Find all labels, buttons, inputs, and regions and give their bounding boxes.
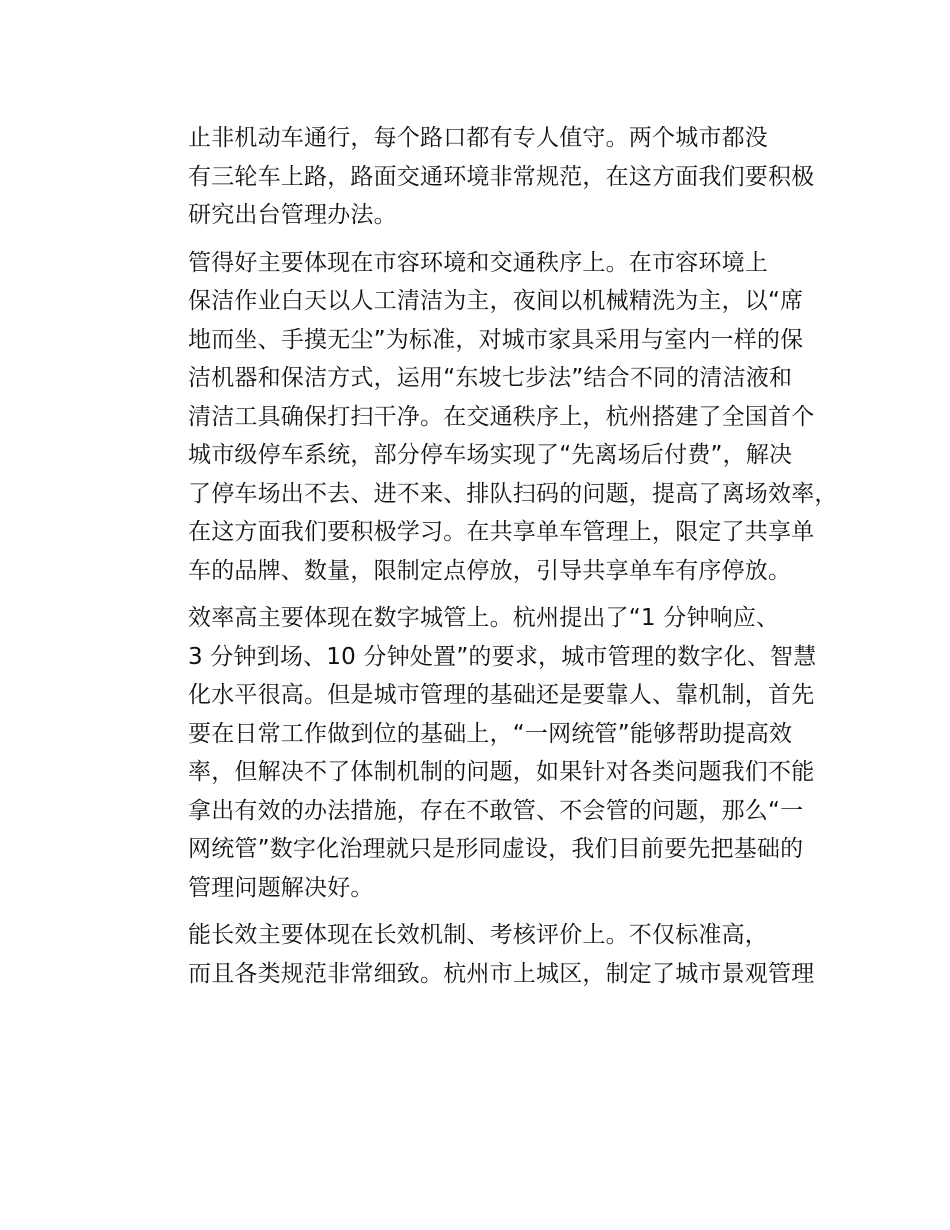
text-line: 城市级停车系统，部分停车场实现了“先离场后付费”，解决	[188, 442, 793, 468]
text-line: 地而坐、手摸无尘”为标准，对城市家具采用与室内一样的保	[188, 326, 804, 353]
text-line: 效率高主要体现在数字城管上。杭州提出了“1 分钟响应、	[188, 605, 780, 631]
paragraph-4	[141, 916, 821, 993]
text-line: 能长效主要体现在长效机制、考核评价上。不仅标准高，	[188, 922, 768, 948]
text-line: 管理问题解决好。	[188, 874, 374, 901]
text-line: 在这方面我们要积极学习。在共享单车管理上，限定了共享单	[188, 519, 815, 545]
text-line: 网统管”数字化治理就只是形同虚设，我们目前要先把基础的	[188, 836, 804, 862]
text-line: 洁机器和保洁方式，运用“东坡七步法”结合不同的清洁液和	[188, 365, 793, 391]
text-line: 有三轮车上路，路面交通环境非常规范，在这方面我们要积极	[188, 163, 815, 190]
text-line: 了停车场出不去、进不来、排队扫码的问题，提高了离场效率，	[188, 480, 838, 507]
text-line: 拿出有效的办法措施，存在不敢管、不会管的问题，那么“一	[188, 797, 804, 824]
text-line: 研究出台管理办法。	[188, 202, 397, 228]
paragraph-2	[141, 244, 838, 591]
paragraph-1	[141, 119, 821, 235]
text-line: 管得好主要体现在市容环境和交通秩序上。在市容环境上	[188, 249, 768, 276]
paragraph-3	[141, 599, 821, 907]
text-line: 要在日常工作做到位的基础上，“一网统管”能够帮助提高效	[188, 720, 793, 747]
text-line: 而且各类规范非常细致。杭州市上城区，制定了城市景观管理	[188, 960, 815, 987]
text-line: 化水平很高。但是城市管理的基础还是要靠人、靠机制，首先	[188, 682, 815, 708]
text-line: 3 分钟到场、10 分钟处置”的要求，城市管理的数字化、智慧	[188, 643, 817, 670]
text-line: 清洁工具确保打扫干净。在交通秩序上，杭州搭建了全国首个	[188, 403, 815, 430]
text-line: 率，但解决不了体制机制的问题，如果针对各类问题我们不能	[188, 759, 815, 785]
text-line: 保洁作业白天以人工清洁为主，夜间以机械精洗为主，以“席	[188, 288, 804, 314]
text-line: 车的品牌、数量，限制定点停放，引导共享单车有序停放。	[188, 557, 792, 584]
text-line: 止非机动车通行，每个路口都有专人值守。两个城市都没	[188, 125, 768, 151]
document-page	[141, 119, 838, 1002]
